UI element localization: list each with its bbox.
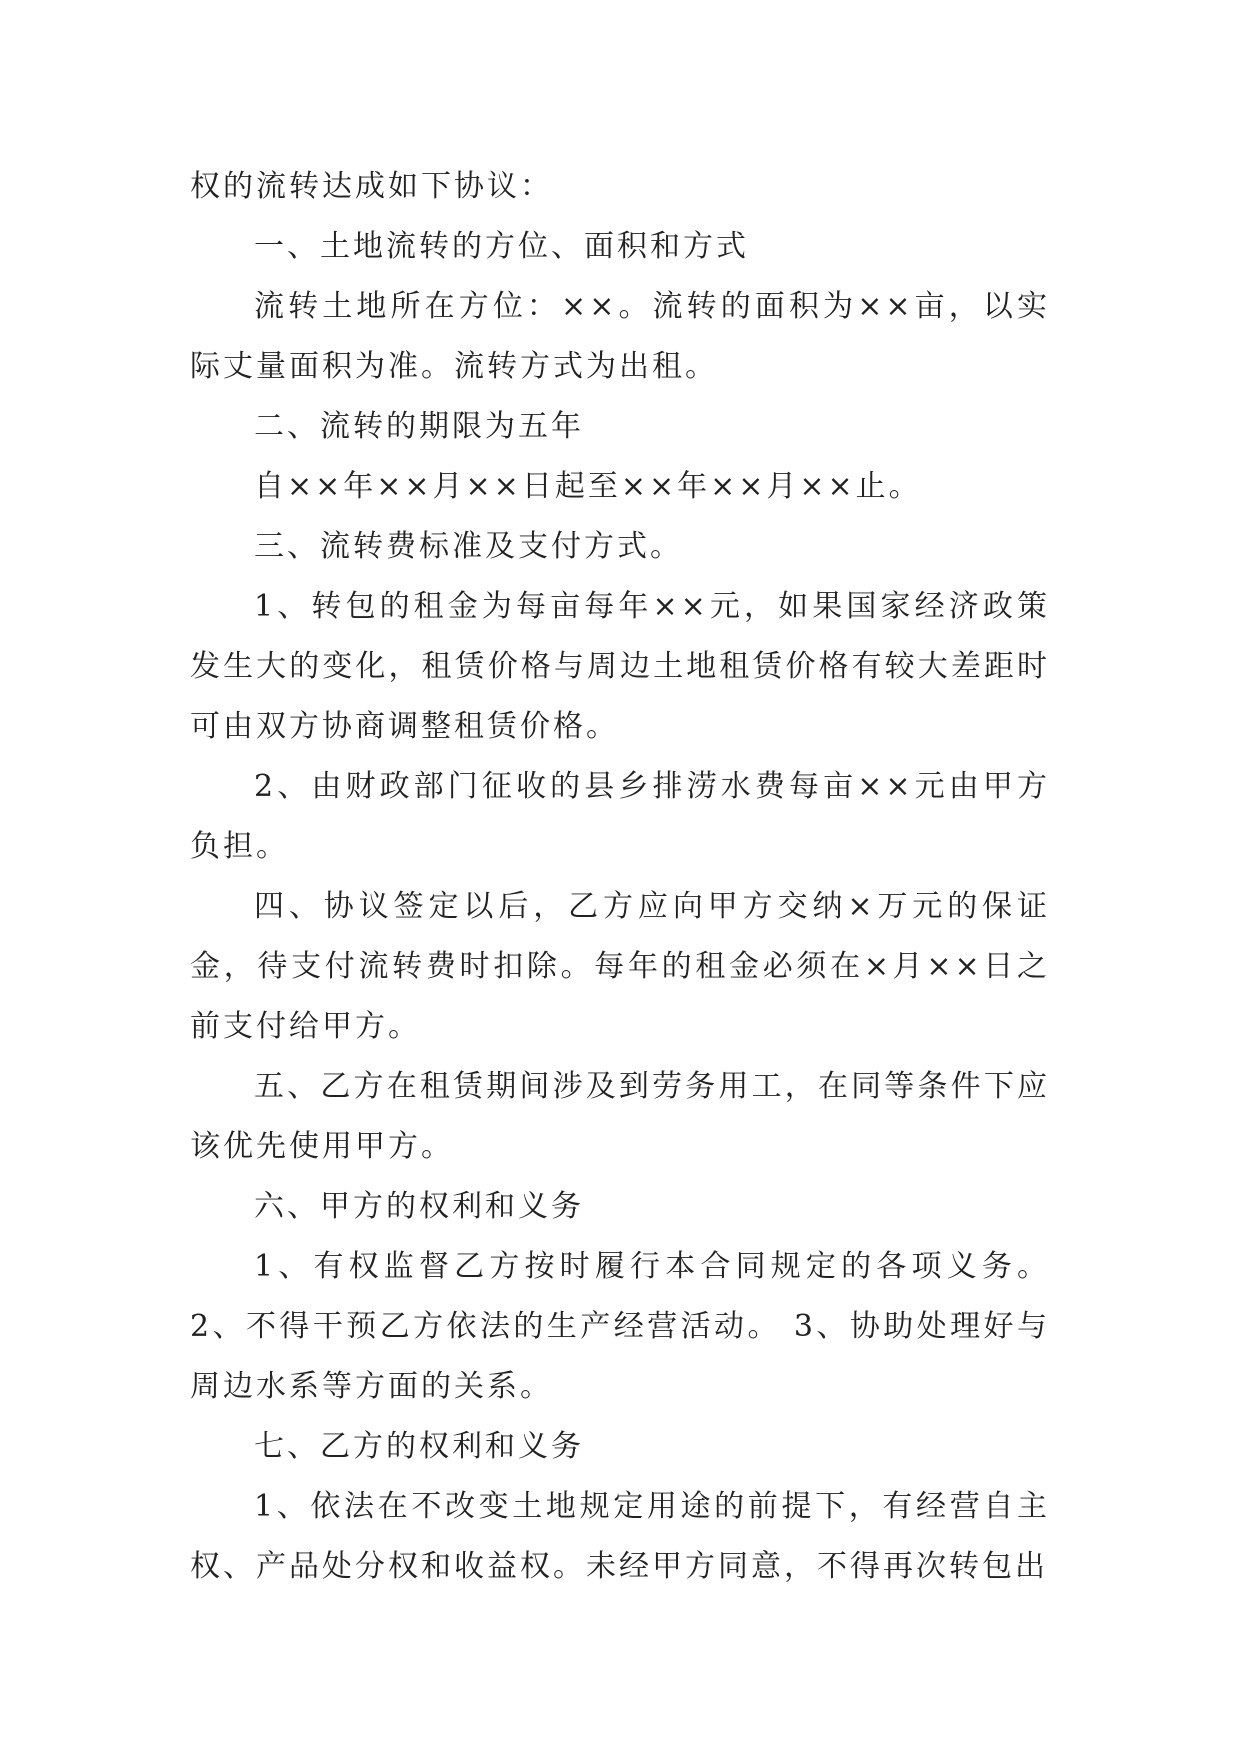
paragraph-deposit: 四、协议签定以后，乙方应向甲方交纳×万元的保证金，待支付流转费时扣除。每年的租金必须在×月××日之前支付给甲方。 <box>190 889 1050 1044</box>
section-heading-6: 六、甲方的权利和义务 <box>254 1189 584 1224</box>
paragraph-party-b-rights: 1、依法在不改变土地规定用途的前提下，有经营自主权、产品处分权和收益权。未经甲方同意，不得再次转包出 <box>190 1489 1050 1584</box>
section-heading-2: 二、流转的期限为五年 <box>254 409 584 444</box>
section-heading-1: 一、土地流转的方位、面积和方式 <box>254 229 749 264</box>
paragraph-party-a-duties: 1、有权监督乙方按时履行本合同规定的各项义务。 2、不得干预乙方依法的生产经营活动。 3、协助处理好与周边水系等方面的关系。 <box>190 1249 1050 1404</box>
paragraph-term: 自××年××月××日起至××年××月××止。 <box>254 469 922 504</box>
paragraph-1: 权的流转达成如下协议： <box>190 169 553 204</box>
paragraph-location: 流转土地所在方位：××。流转的面积为××亩，以实际丈量面积为准。流转方式为出租。 <box>190 289 1050 384</box>
paragraph-rent: 1、转包的租金为每亩每年××元，如果国家经济政策发生大的变化，租赁价格与周边土地租赁价格有较大差距时可由双方协商调整租赁价格。 <box>190 589 1050 744</box>
paragraph-labor: 五、乙方在租赁期间涉及到劳务用工，在同等条件下应该优先使用甲方。 <box>190 1069 1050 1164</box>
section-heading-3: 三、流转费标准及支付方式。 <box>254 529 683 564</box>
document-body <box>190 157 1050 1597</box>
paragraph-drainage-fee: 2、由财政部门征收的县乡排涝水费每亩××元由甲方负担。 <box>190 769 1050 864</box>
section-heading-7: 七、乙方的权利和义务 <box>254 1429 584 1464</box>
